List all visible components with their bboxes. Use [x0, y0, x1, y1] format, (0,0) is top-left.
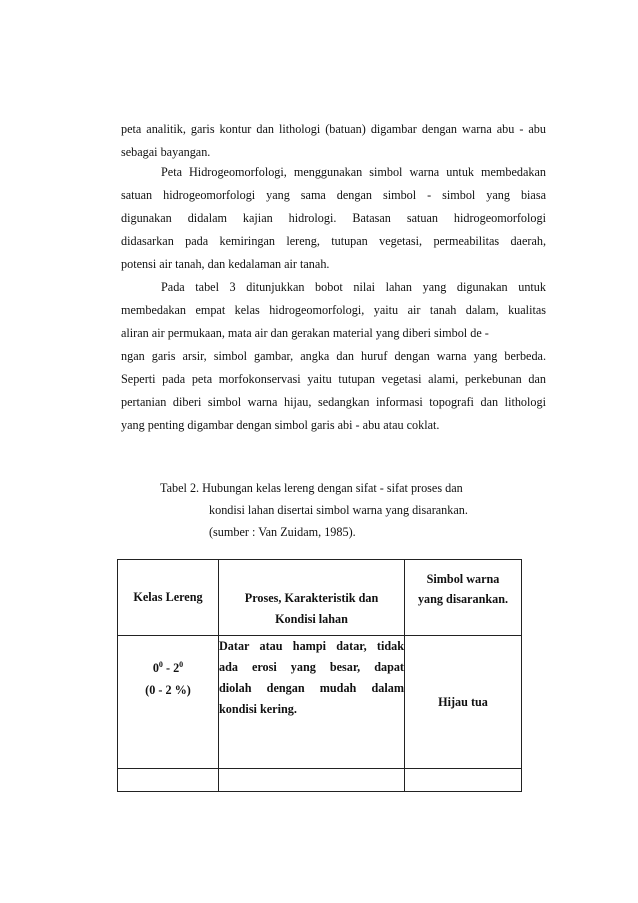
header-label: Kelas Lereng	[133, 590, 203, 604]
slope-degree: $0^0 - 2^0$	[152, 660, 184, 676]
paragraph-line: membedakan empat kelas hidrogeomorfologi, yaitu air tanah dalam, kualitas	[121, 303, 546, 317]
header-label: Simbol warna	[426, 572, 500, 586]
caption-line: (sumber : Van Zuidam, 1985).	[209, 525, 356, 539]
slope-percent: (0 - 2 %)	[145, 683, 191, 698]
paragraph-line: yang penting digambar dengan simbol garis abi - abu atau coklat.	[121, 418, 440, 432]
header-simbol-warna	[405, 560, 522, 636]
table-header-row	[118, 560, 522, 636]
header-label: Kondisi lahan	[275, 611, 348, 626]
caption-line: kondisi lahan disertai simbol warna yang disarankan.	[209, 503, 468, 517]
table-row	[118, 769, 522, 792]
desc-line: kondisi kering.	[219, 702, 297, 716]
header-label: Proses, Karakteristik dan	[244, 590, 379, 605]
paragraph-line: aliran air permukaan, mata air dan gerakan material yang diberi simbol de -	[121, 326, 489, 340]
slope-class-table	[117, 559, 522, 792]
paragraph-line: Seperti pada peta morfokonservasi yaitu tutupan vegetasi alami, perkebunan dan	[121, 372, 546, 386]
desc-line: diolah dengan mudah dalam	[219, 681, 404, 695]
caption-line: Tabel 2. Hubungan kelas lereng dengan sifat - sifat proses dan	[160, 481, 463, 495]
header-kelas-lereng	[118, 560, 219, 636]
simbol-value: Hijau tua	[438, 694, 488, 709]
cell-simbol-warna	[405, 636, 522, 769]
paragraph-line: sebagai bayangan.	[121, 145, 211, 159]
paragraph-line: peta analitik, garis kontur dan lithologi (batuan) digambar dengan warna abu - abu	[121, 122, 546, 136]
paragraph-line: pertanian diberi simbol warna hijau, sedangkan informasi topografi dan lithologi	[121, 395, 546, 409]
paragraph-line: Pada tabel 3 ditunjukkan bobot nilai lahan yang digunakan untuk	[161, 280, 546, 294]
cell-proses	[219, 636, 405, 769]
cell-kelas-lereng	[118, 636, 219, 769]
cell-empty	[405, 769, 522, 792]
cell-empty	[118, 769, 219, 792]
paragraph-line: Peta Hidrogeomorfologi, menggunakan simbol warna untuk membedakan	[161, 165, 546, 179]
paragraph-line: ngan garis arsir, simbol gambar, angka dan huruf dengan warna yang berbeda.	[121, 349, 546, 363]
table-row	[118, 636, 522, 769]
desc-line: ada erosi yang besar, dapat	[219, 660, 404, 674]
header-label: yang disarankan.	[417, 592, 509, 606]
desc-line: Datar atau hampi datar, tidak	[219, 639, 404, 653]
paragraph-line: didasarkan pada kemiringan lereng, tutupan vegetasi, permeabilitas daerah,	[121, 234, 546, 248]
paragraph-line: satuan hidrogeomorfologi yang sama dengan simbol - simbol yang biasa	[121, 188, 546, 202]
paragraph-line: potensi air tanah, dan kedalaman air tanah.	[121, 257, 330, 271]
header-proses	[219, 560, 405, 636]
paragraph-line: digunakan didalam kajian hidrologi. Batasan satuan hidrogeomorfologi	[121, 211, 546, 225]
cell-empty	[219, 769, 405, 792]
